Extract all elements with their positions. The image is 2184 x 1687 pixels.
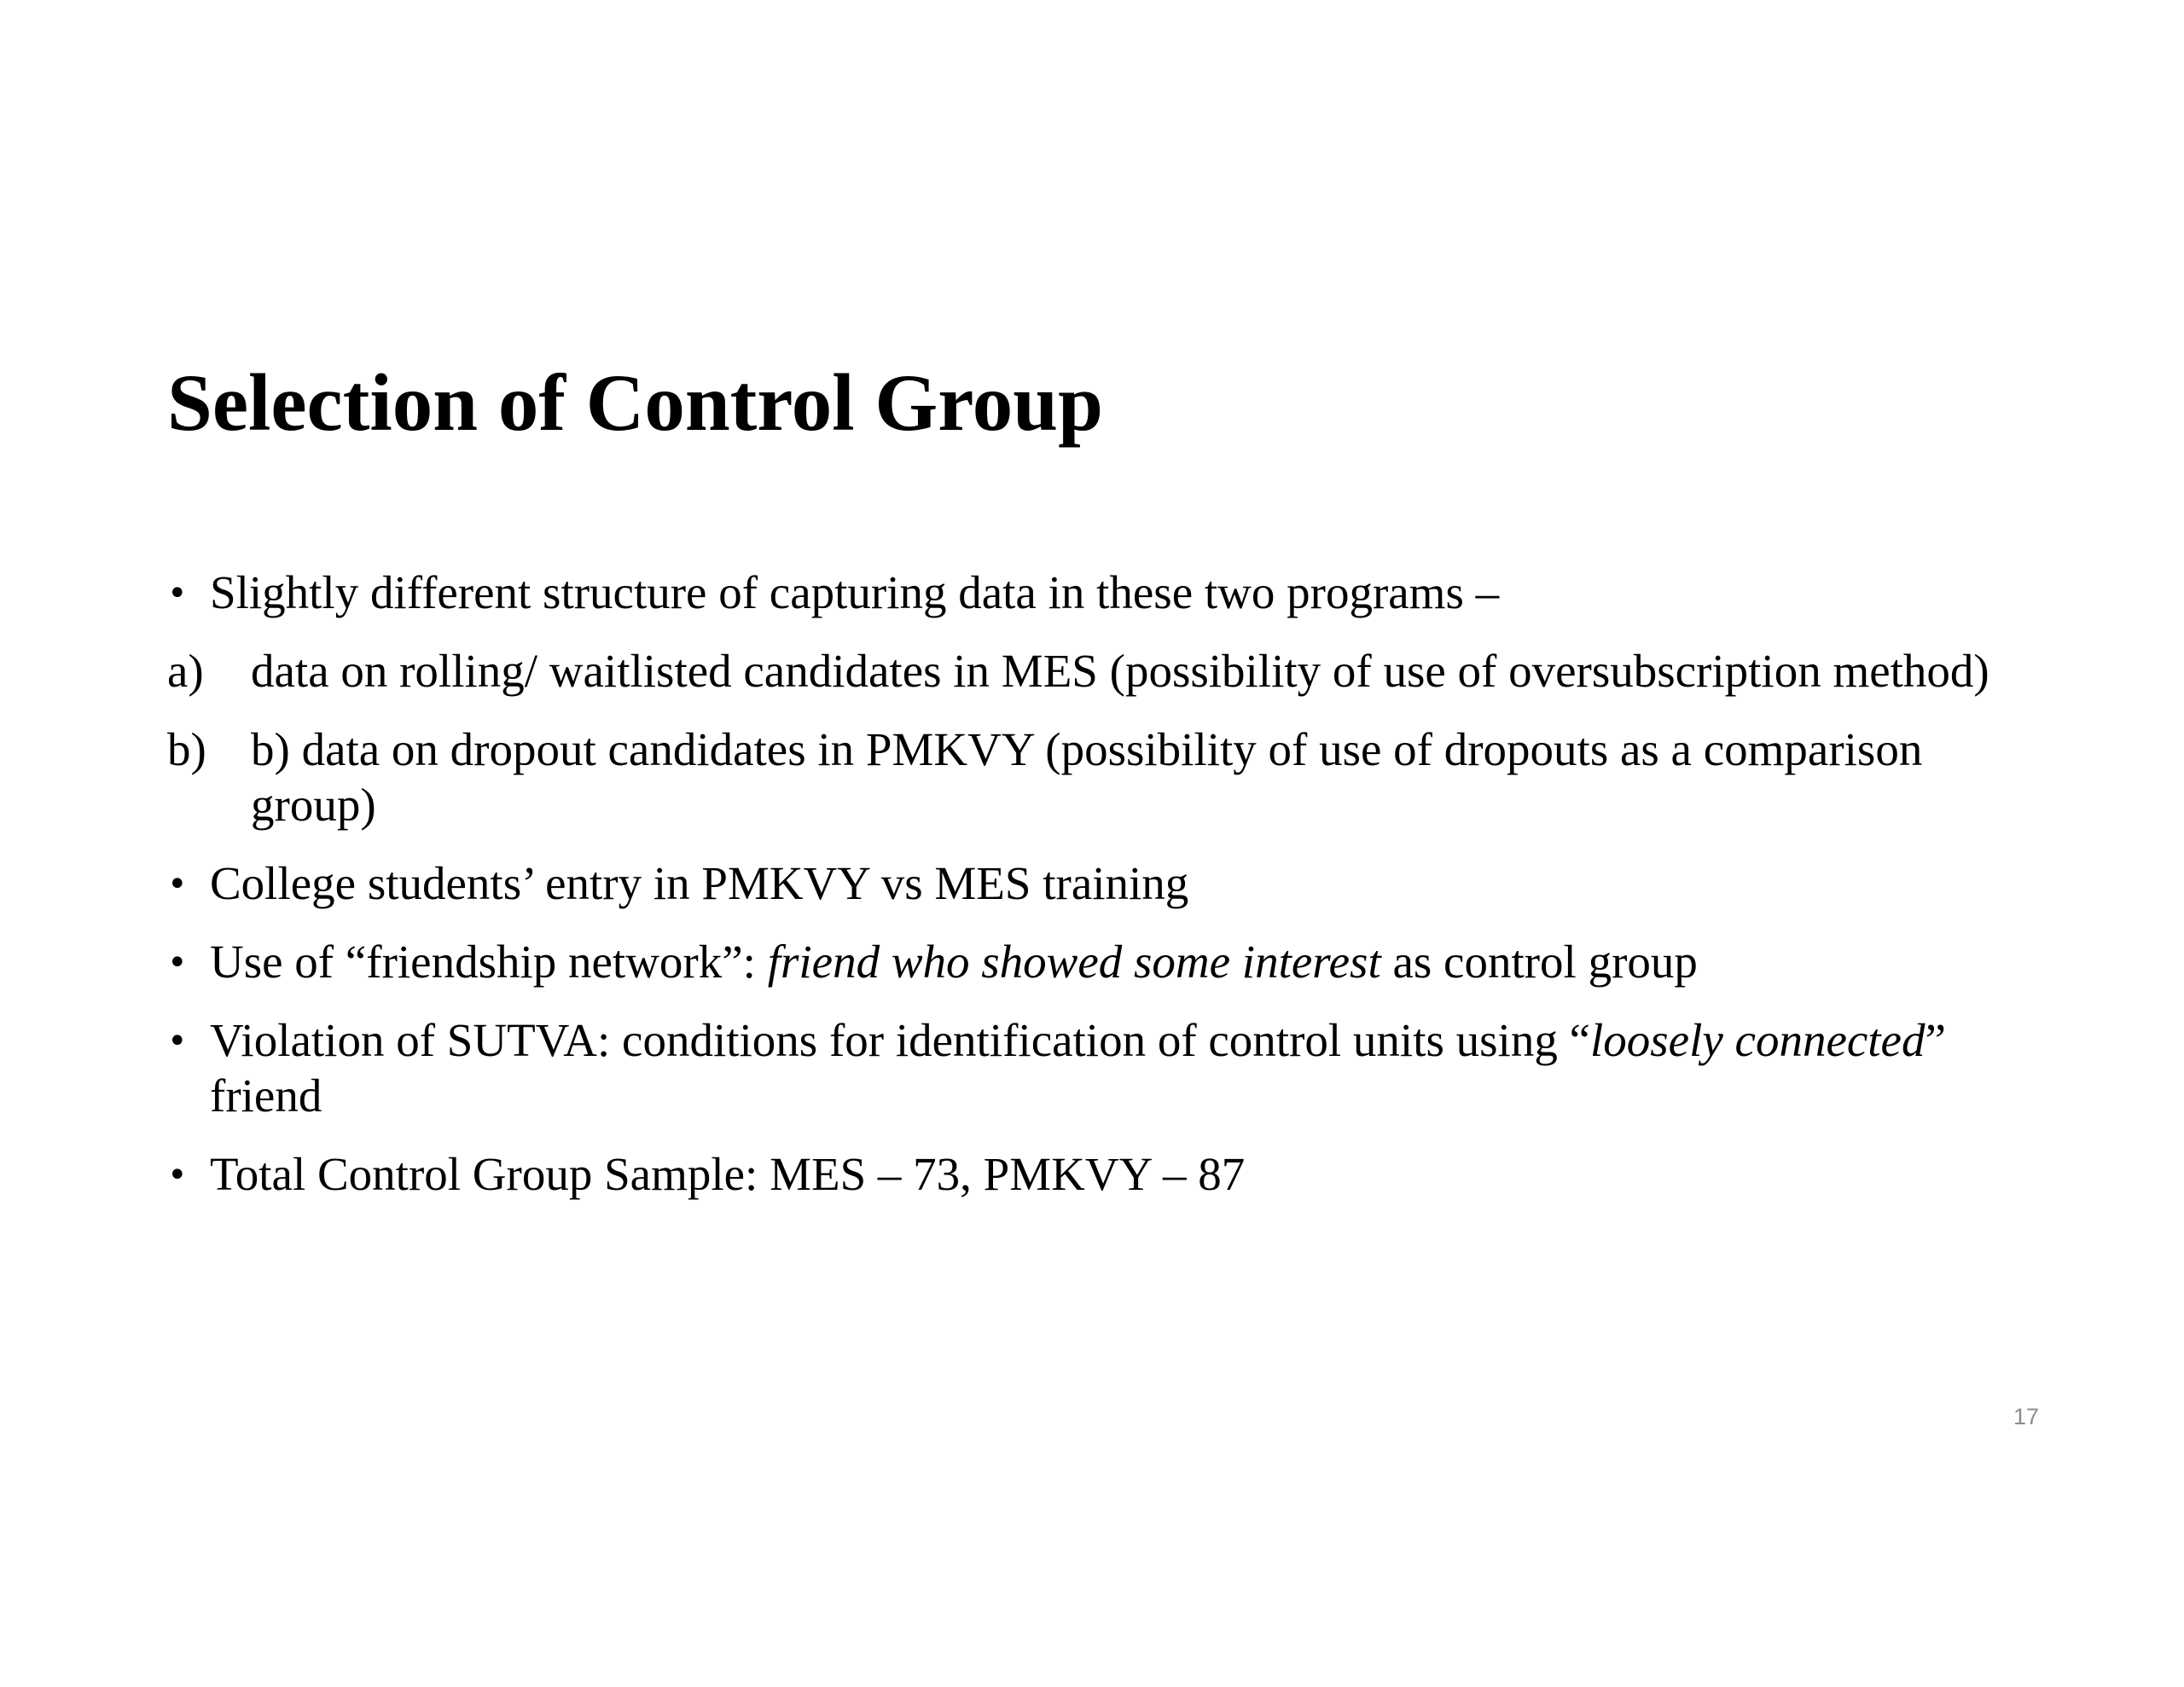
bullet-marker: • xyxy=(167,943,188,983)
letter-marker: b) xyxy=(167,723,206,775)
list-item xyxy=(167,1012,2044,1123)
bullet-marker: • xyxy=(167,1022,188,1061)
list-item-text-italic: loosely connected xyxy=(1590,1014,1926,1066)
slide-title: Selection of Control Group xyxy=(167,357,1103,448)
list-item-text-before: Use of “friendship network”: xyxy=(210,936,768,988)
list-item-text-before: Violation of SUTVA: conditions for identification of control units using “ xyxy=(210,1014,1590,1066)
list-item-text: Total Control Group Sample: MES – 73, PMKVY – 87 xyxy=(210,1148,1246,1200)
bullet-marker: • xyxy=(167,865,188,904)
bullet-marker: • xyxy=(167,1156,188,1195)
letter-marker: a) xyxy=(167,645,204,697)
page-number: 17 xyxy=(2013,1404,2040,1429)
list-item xyxy=(167,1146,2044,1202)
list-item-text-after: as control group xyxy=(1380,936,1698,988)
list-item xyxy=(167,565,2044,620)
list-item-text-after: ” friend xyxy=(210,1014,1946,1122)
list-item-text: Slightly different structure of capturing data in these two programs – xyxy=(210,566,1500,618)
bullet-list xyxy=(167,565,2044,1225)
bullet-marker: • xyxy=(167,574,188,613)
list-item-text-italic: friend who showed some interest xyxy=(767,936,1381,988)
list-item-text: College students’ entry in PMKVY vs MES training xyxy=(210,857,1189,909)
list-item-text: data on rolling/ waitlisted candidates in MES (possibility of use of oversubscription method) xyxy=(251,645,1989,697)
list-item xyxy=(167,855,2044,911)
list-item xyxy=(167,934,2044,989)
list-item xyxy=(167,722,2044,832)
list-item-text: b) data on dropout candidates in PMKVY (possibility of use of dropouts as a comparison group) xyxy=(251,723,1923,831)
list-item xyxy=(167,643,2044,699)
